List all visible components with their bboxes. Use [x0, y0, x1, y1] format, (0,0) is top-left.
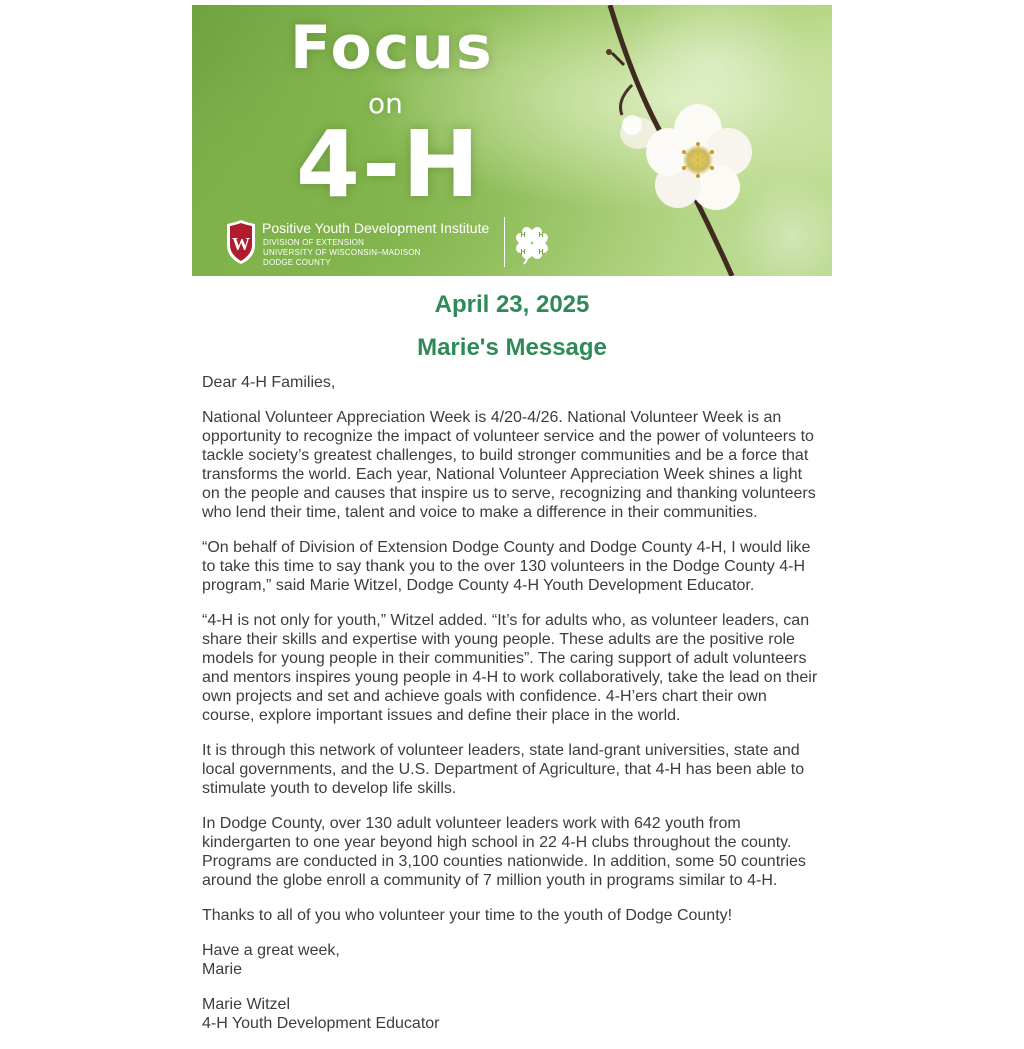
- paragraph-volunteer-week: National Volunteer Appreciation Week is 4/20-4/26. National Volunteer Week is an opportunity to recognize the impact of volunteer service and the power of volunteers to tackle society’s greatest challenges, to build stronger communities and be a force that transforms the world. Each year, National Volunteer Appreciation Week shines a light on the people and causes that inspire us to serve, recognizing and thanking volunteers who lend their time, talent and voice to make a difference in their communities.: [202, 409, 816, 521]
- closing: [202, 941, 822, 979]
- paragraph-thanks: Thanks to all of you who volunteer your time to the youth of Dodge County!: [202, 907, 733, 924]
- university-name: UNIVERSITY OF WISCONSIN–MADISON: [263, 248, 421, 257]
- paragraph-thank-you-quote: “On behalf of Division of Extension Dodge County and Dodge County 4-H, I would like to take this time to say thank you to the over 130 volunteers in the Dodge County 4-H program,” said Marie Witzel, Dodge County 4-H Youth Development Educator.: [202, 539, 811, 594]
- greeting: Dear 4-H Families,: [202, 374, 336, 391]
- section-heading: Marie's Message: [417, 334, 607, 361]
- signature: [202, 995, 822, 1033]
- institute-logo: [226, 217, 566, 269]
- paragraph-dodge-county-stats: In Dodge County, over 130 adult volunteer leaders work with 642 youth from kindergarten to one year beyond high school in 22 4-H clubs throughout the county. Programs are conducted in 3,100 counties nationwide. In addition, some 50 countries around the globe enroll a community of 7 million youth in programs similar to 4-H.: [202, 815, 806, 889]
- uw-crest-icon: [226, 219, 256, 265]
- svg-text:W: W: [232, 234, 250, 254]
- signature-name: Marie Witzel: [202, 996, 291, 1013]
- closing-line: Have a great week,: [202, 942, 340, 959]
- svg-text:H: H: [538, 249, 544, 256]
- division-name: DIVISION OF EXTENSION: [263, 238, 365, 247]
- institute-name: Positive Youth Development Institute: [262, 220, 490, 236]
- issue-date: April 23, 2025: [434, 291, 590, 318]
- svg-text:H: H: [520, 232, 526, 239]
- paragraph-witzel-quote: “4-H is not only for youth,” Witzel added. “It’s for adults who, as volunteer leaders, can share their skills and expertise with young people. These adults are the positive role models for young people in their communities”. The caring support of adult volunteers and mentors inspires young people in 4-H to work collaboratively, take the lead on their own projects and set and achieve goals with confidence. 4-H’ers chart their own course, explore important issues and define their place in the world.: [202, 612, 818, 724]
- newsletter: [192, 5, 832, 1049]
- county-name: DODGE COUNTY: [263, 258, 331, 267]
- banner-4h-text: 4-H: [296, 111, 482, 218]
- 4h-clover-icon: [512, 223, 552, 265]
- banner-focus-text: Focus: [290, 13, 494, 83]
- banner-on-text: on: [368, 87, 403, 120]
- svg-text:H: H: [538, 232, 544, 239]
- focus-on-4h-banner: [192, 5, 832, 276]
- logo-divider: [504, 217, 505, 267]
- svg-text:H: H: [520, 249, 526, 256]
- message-body: [192, 290, 832, 1033]
- paragraph-network: It is through this network of volunteer leaders, state land-grant universities, state and local governments, and the U.S. Department of Agriculture, that 4-H has been able to stimulate youth to develop life skills.: [202, 742, 805, 797]
- signature-title: 4-H Youth Development Educator: [202, 1015, 440, 1032]
- closing-name: Marie: [202, 961, 243, 978]
